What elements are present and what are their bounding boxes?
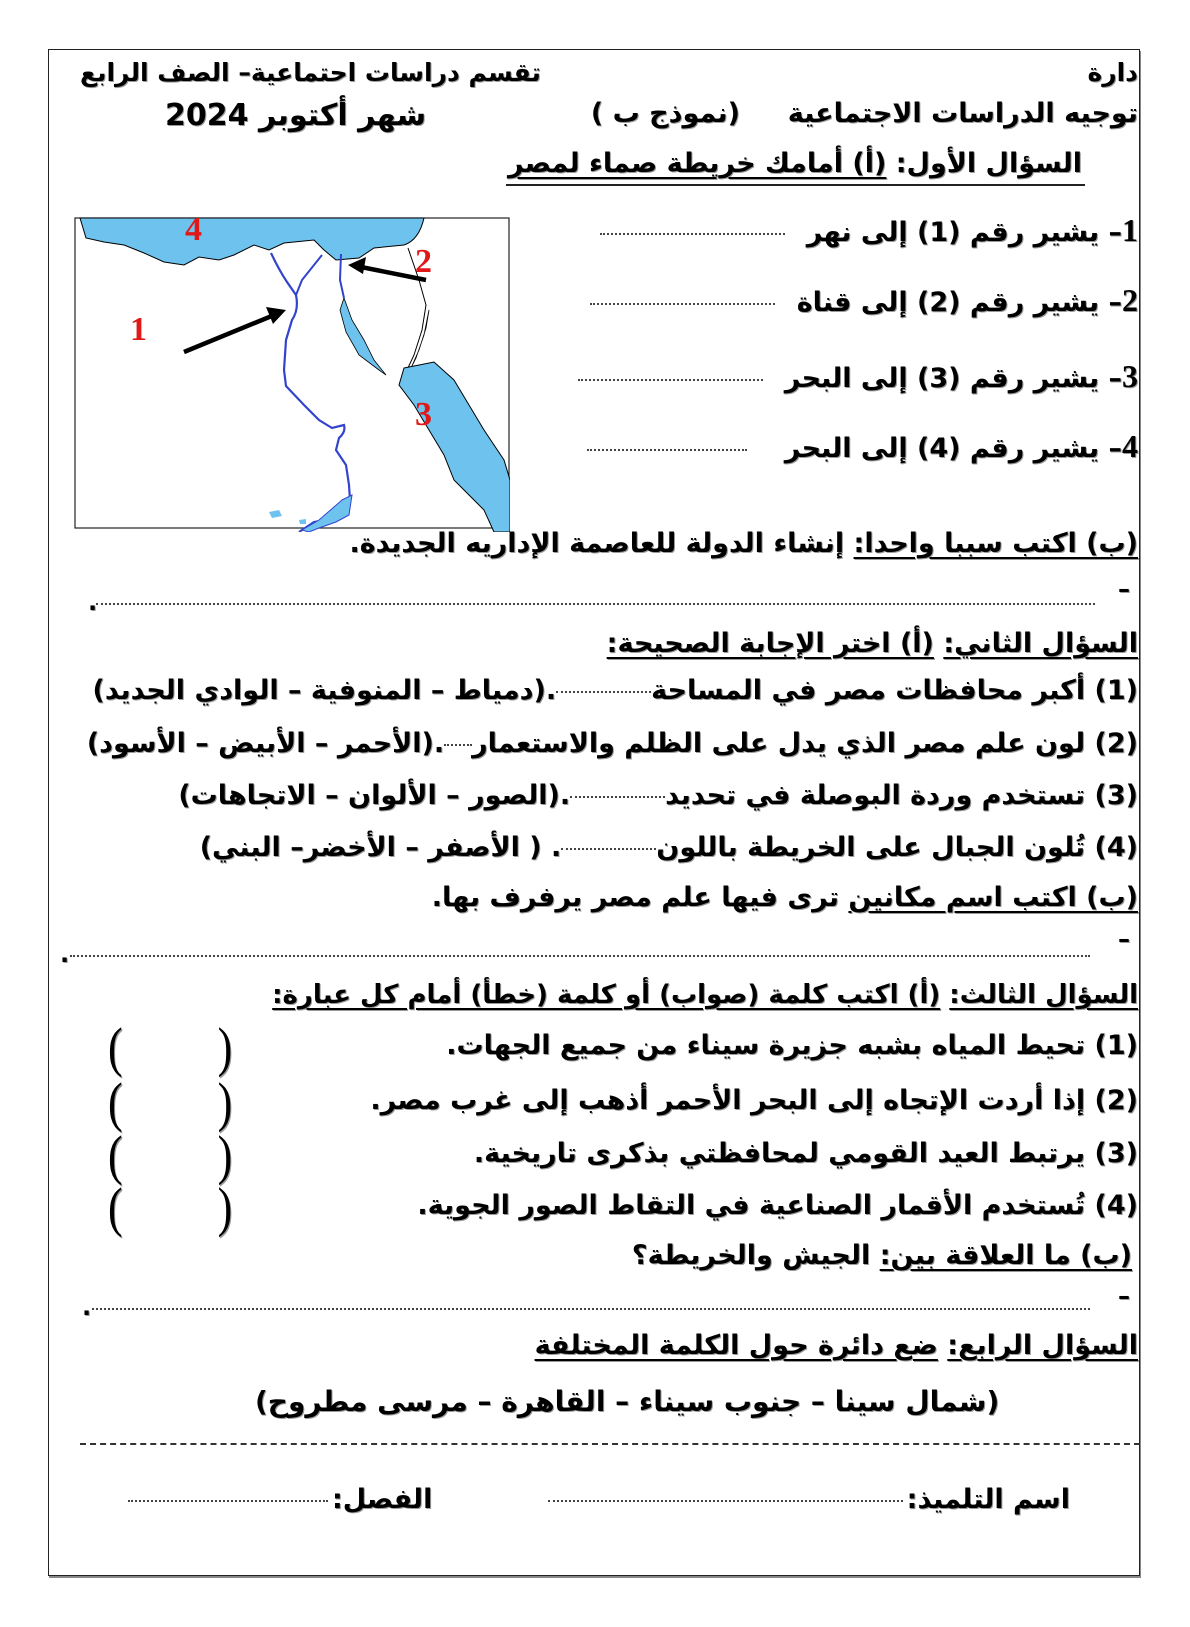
q1-part-b-label: (ب) اكتب سببا واحدا: [853, 528, 1138, 559]
q1-item-3 [578, 358, 1138, 395]
q2-part-b-text: ترى فيها علم مصر يرفرف بها. [431, 882, 840, 913]
q4-title [535, 1330, 1138, 1361]
q2-title-prefix: السؤال الثاني: [943, 628, 1138, 659]
q2-title-text: (أ) اختر الإجابة الصحيحة: [606, 628, 934, 659]
q2-item-3-choices: .(الصور – الألوان – الاتجاهات) [178, 780, 571, 811]
q3-item-1-answer-box[interactable] [108, 1016, 258, 1079]
q1-title [508, 148, 1082, 179]
q3-title-text: (أ) اكتب كلمة (صواب) أو كلمة (خطأ) أمام كل عبارة: [272, 980, 941, 1010]
q1-item-1-text: – يشير رقم (1) إلى نهر [806, 217, 1122, 248]
q1-item-3-text: – يشير رقم (3) إلى البحر [784, 363, 1122, 394]
q1-item-4-number: 4 [1122, 428, 1138, 464]
q2-item-3-blank[interactable] [570, 796, 665, 798]
q1-part-b [349, 528, 1138, 559]
q3-item-1-bracket-open: ( [108, 1016, 123, 1079]
q3-item-3-bracket-open: ( [108, 1124, 123, 1187]
exam-month: شهر أكتوبر 2024 [165, 98, 427, 133]
department-title: تقسم دراسات احتماعية– الصف الرابع [80, 58, 541, 87]
q2-item-1-text: (1) أكبر محافظات مصر في المساحة [651, 675, 1138, 706]
q1-item-1-number: 1 [1122, 212, 1138, 248]
q1-title-underline [506, 184, 1085, 186]
q3-part-b-text: الجيش والخريطة؟ [631, 1240, 871, 1271]
q1-answer-end: . [88, 588, 98, 616]
class-field [128, 1484, 432, 1515]
q2-item-4-text: (4) تُلون الجبال على الخريطة باللون [656, 832, 1138, 863]
q3-item-1: (1) تحيط المياه بشبه جزيرة سيناء من جميع الجهات. [446, 1030, 1138, 1061]
q3-title [272, 980, 1138, 1010]
q3-part-b [632, 1240, 1132, 1271]
q1-item-1-answer-blank[interactable] [600, 233, 785, 235]
q2-item-1 [93, 675, 1138, 706]
q3-item-2-bracket-open: ( [108, 1071, 123, 1134]
model-label: (نموذج ب ) [590, 98, 740, 129]
q4-title-text: ضع دائرة حول الكلمة المختلفة [534, 1330, 938, 1361]
q3-item-3-bracket-close: ) [217, 1124, 233, 1187]
supervision-title: توجيه الدراسات الاجتماعية [787, 98, 1138, 129]
q3-item-3-answer-box[interactable] [108, 1124, 258, 1187]
q2-part-b [432, 882, 1138, 913]
student-name-field [548, 1484, 1070, 1515]
q1-item-2-text: – يشير رقم (2) إلى قناة [796, 287, 1122, 318]
q2-item-4-choices: . ( الأصفر – الأخضر– البني) [199, 832, 562, 863]
q1-item-2-number: 2 [1122, 282, 1138, 318]
q4-choices[interactable]: (شمال سينا – جنوب سيناء – القاهرة – مرسى مطروح) [255, 1385, 1000, 1418]
q3-item-4-answer-box[interactable] [108, 1176, 258, 1239]
egypt-blank-map [74, 210, 510, 532]
q3-item-2-answer-box[interactable] [108, 1071, 258, 1134]
q3-item-4-bracket-open: ( [108, 1176, 123, 1239]
q1-item-4-text: – يشير رقم (4) إلى البحر [784, 433, 1122, 464]
class-label: الفصل: [332, 1484, 433, 1515]
q1-item-3-answer-blank[interactable] [578, 379, 763, 381]
q2-item-3 [178, 780, 1138, 811]
q2-item-2 [87, 728, 1138, 759]
q2-part-b-label: (ب) اكتب اسم مكانين [848, 882, 1138, 913]
q2-answer-dash: – [1118, 925, 1130, 953]
q3-item-4-bracket-close: ) [217, 1176, 233, 1239]
separator-dashed-line [80, 1443, 1140, 1445]
q2-item-1-blank[interactable] [556, 691, 651, 693]
map-label-3: 3 [415, 396, 432, 433]
q3-item-2: (2) إذا أردت الإتجاه إلى البحر الأحمر أذهب إلى غرب مصر. [370, 1085, 1138, 1116]
q2-item-4-blank[interactable] [561, 848, 656, 850]
q2-answer-line[interactable] [70, 955, 1090, 957]
class-blank[interactable] [128, 1500, 328, 1502]
q1-answer-line[interactable] [96, 603, 1095, 605]
q1-item-2 [590, 282, 1138, 319]
q3-item-1-bracket-close: ) [217, 1016, 233, 1079]
q3-answer-end: . [82, 1293, 92, 1321]
q1-answer-dash: – [1118, 575, 1130, 603]
map-label-4: 4 [185, 211, 202, 248]
q3-answer-line[interactable] [92, 1308, 1090, 1310]
student-name-label: اسم التلميذ: [906, 1484, 1070, 1515]
q1-part-b-text: إنشاء الدولة للعاصمة الإداريه الجديدة. [349, 528, 845, 559]
q1-item-1 [600, 212, 1138, 249]
q2-answer-end: . [60, 940, 70, 968]
map-label-2: 2 [415, 243, 432, 280]
q1-title-prefix: السؤال الأول: [895, 148, 1082, 179]
q3-item-2-bracket-close: ) [217, 1071, 233, 1134]
q3-part-b-label: (ب) ما العلاقة بين: [879, 1240, 1132, 1271]
q3-answer-dash: – [1118, 1282, 1130, 1310]
student-name-blank[interactable] [548, 1500, 903, 1502]
q3-title-prefix: السؤال الثالث: [949, 980, 1138, 1010]
q3-item-3: (3) يرتبط العيد القومي لمحافظتي بذكرى تاريخية. [473, 1138, 1138, 1169]
q3-item-4: (4) تُستخدم الأقمار الصناعية في التقاط الصور الجوية. [417, 1190, 1138, 1221]
q2-item-2-choices: .(الأحمر – الأبيض – الأسود) [86, 728, 445, 759]
q1-title-text: (أ) أمامك خريطة صماء لمصر [508, 148, 887, 179]
q1-item-3-number: 3 [1122, 358, 1138, 394]
q2-title [607, 628, 1138, 659]
q4-title-prefix: السؤال الرابع: [947, 1330, 1138, 1361]
q1-item-4-answer-blank[interactable] [587, 449, 747, 451]
q2-item-2-blank[interactable] [444, 744, 472, 746]
q2-item-1-choices: .(دمياط – المنوفية – الوادي الجديد) [92, 675, 557, 706]
q2-item-2-text: (2) لون علم مصر الذي يدل على الظلم والاستعمار [472, 728, 1138, 759]
q1-item-4 [587, 428, 1138, 465]
q1-item-2-answer-blank[interactable] [590, 303, 775, 305]
directorate-label: دارة [1087, 58, 1138, 87]
q2-item-4 [200, 832, 1138, 863]
q2-item-3-text: (3) تستخدم وردة البوصلة في تحديد [665, 780, 1138, 811]
map-label-1: 1 [130, 311, 147, 348]
